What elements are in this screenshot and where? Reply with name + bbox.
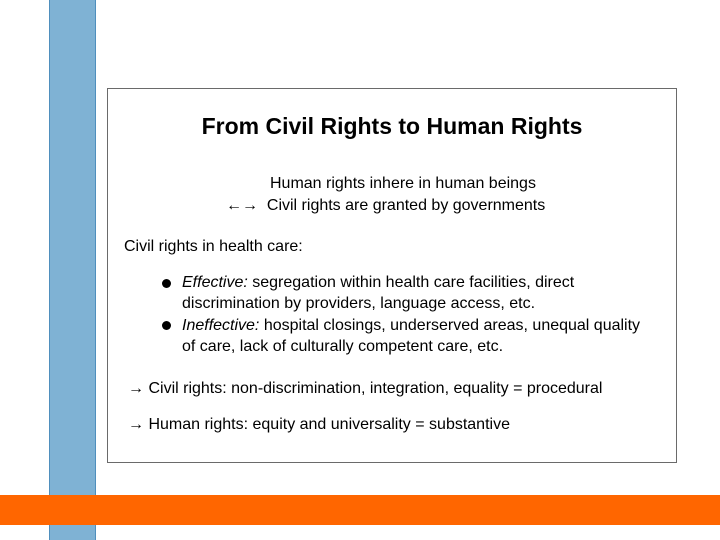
double-arrow-icon: ←→ bbox=[226, 197, 258, 214]
slide-title: From Civil Rights to Human Rights bbox=[201, 113, 583, 139]
civil-rights-line bbox=[226, 197, 545, 215]
civil-rights-conclusion-text: Civil rights: non-discrimination, integration, equality = procedural bbox=[148, 380, 603, 397]
civil-rights-lead: Civil rights bbox=[266, 197, 341, 214]
bullet-ineffective bbox=[182, 315, 652, 357]
human-rights-conclusion-text: Human rights: equity and universality = substantive bbox=[148, 416, 510, 433]
right-arrow-icon: → bbox=[128, 416, 144, 433]
civil-rights-conclusion bbox=[128, 380, 602, 398]
civil-rights-rest: are granted by governments bbox=[340, 197, 546, 214]
bullet-effective bbox=[182, 272, 652, 314]
bullet-effective-label: Effective: bbox=[182, 274, 248, 291]
human-rights-line bbox=[270, 175, 536, 193]
human-rights-rest: inhere in human beings bbox=[365, 175, 536, 192]
health-care-heading: Civil rights in health care: bbox=[124, 238, 303, 255]
content-box bbox=[107, 88, 677, 463]
human-rights-lead: Human rights bbox=[270, 175, 366, 192]
human-rights-conclusion bbox=[128, 416, 510, 434]
bullet-ineffective-label: Ineffective: bbox=[182, 317, 260, 334]
bullet-ineffective-text: hospital closings, underserved areas, unequal quality of care, lack of culturally competent care, etc. bbox=[182, 317, 641, 355]
right-arrow-icon: → bbox=[128, 380, 144, 397]
bullet-dot-icon bbox=[162, 321, 171, 330]
bottom-accent-bar bbox=[0, 495, 720, 525]
bullet-effective-text: segregation within health care facilities, direct discrimination by providers, language access, etc. bbox=[182, 274, 575, 312]
bullet-dot-icon bbox=[162, 279, 171, 288]
side-accent-bar bbox=[49, 0, 96, 540]
